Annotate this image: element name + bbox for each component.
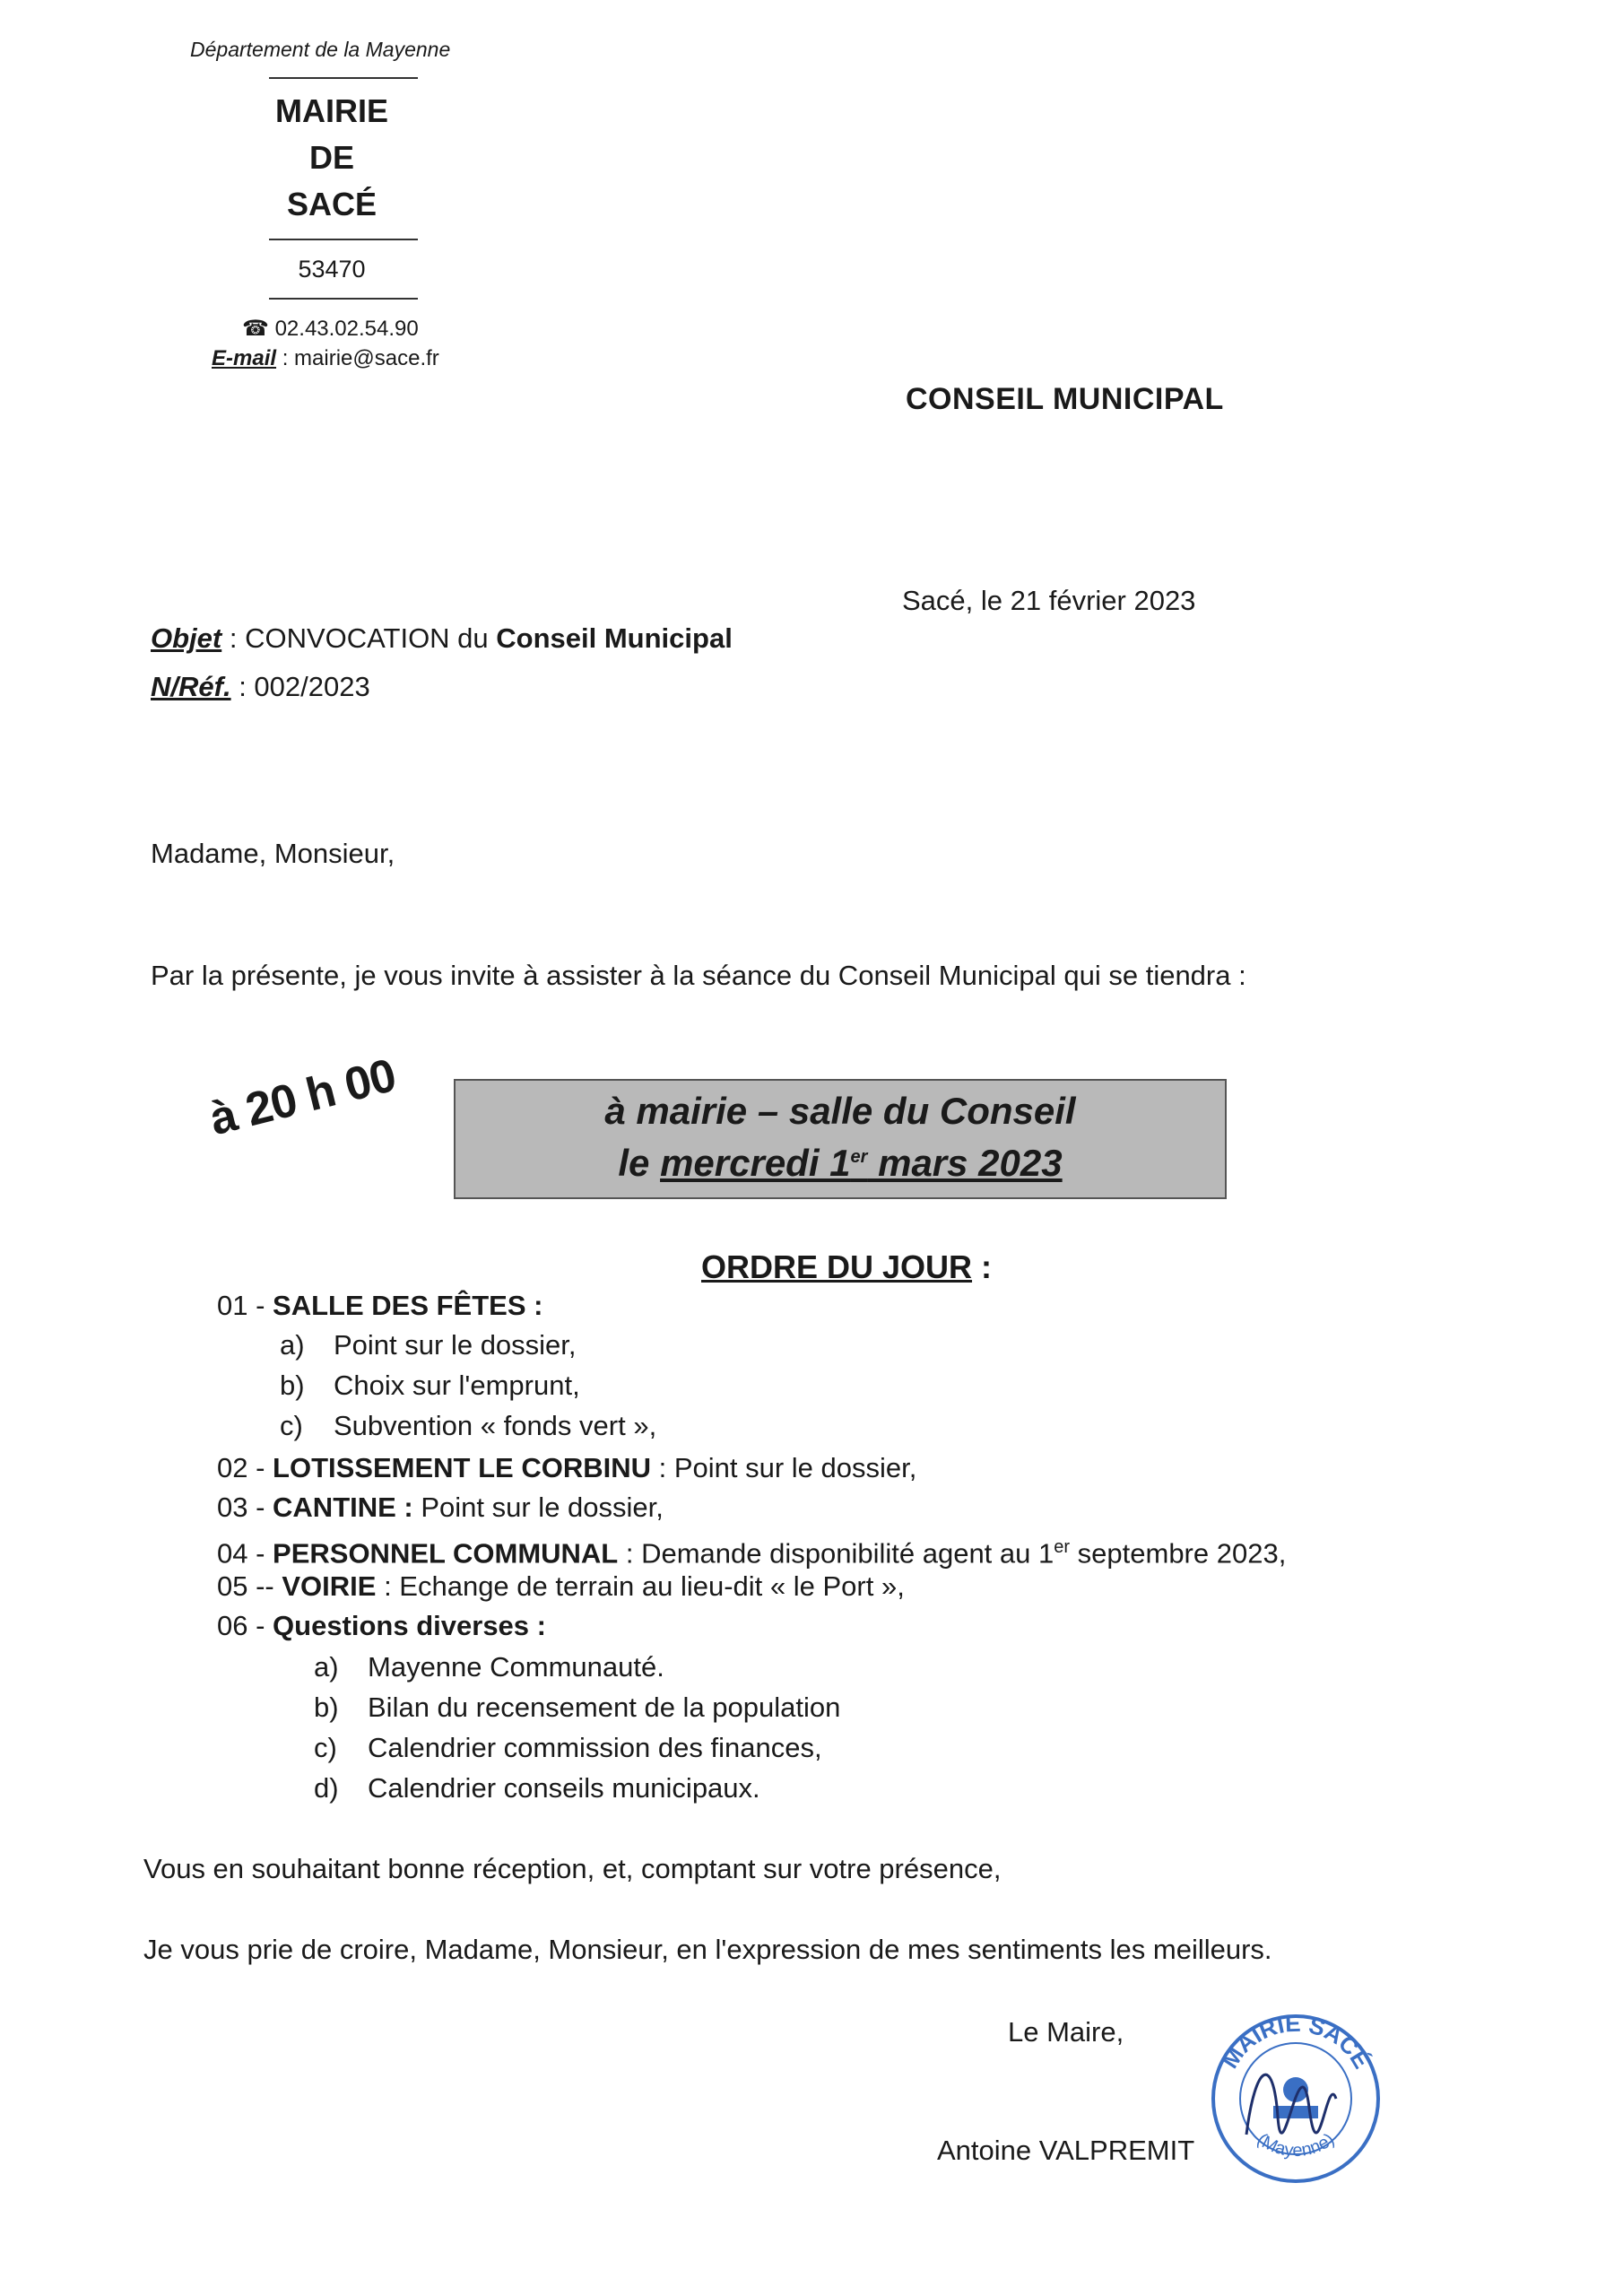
signature-role: Le Maire, bbox=[1008, 2016, 1124, 2048]
agenda-subitem bbox=[314, 1730, 822, 1766]
subitem-text: Point sur le dossier, bbox=[334, 1329, 577, 1361]
divider bbox=[269, 298, 418, 300]
agenda-item-title: CANTINE : bbox=[273, 1492, 413, 1523]
divider bbox=[269, 239, 418, 240]
agenda-subitem bbox=[314, 1690, 840, 1726]
agenda-item-title: VOIRIE bbox=[282, 1570, 377, 1602]
agenda-item-number: 03 - bbox=[217, 1492, 273, 1523]
reference-value: : 002/2023 bbox=[230, 671, 370, 702]
postal-code: 53470 bbox=[298, 256, 366, 283]
agenda-item-text: : Echange de terrain au lieu-dit « le Port », bbox=[376, 1570, 905, 1602]
agenda-title-text: ORDRE DU JOUR bbox=[701, 1248, 973, 1285]
meeting-box bbox=[454, 1079, 1227, 1199]
subitem-letter: c) bbox=[280, 1410, 303, 1441]
subitem-letter: c) bbox=[314, 1732, 337, 1763]
salutation: Madame, Monsieur, bbox=[151, 838, 395, 869]
agenda-item bbox=[217, 1608, 546, 1644]
subitem-text: Choix sur l'emprunt, bbox=[334, 1370, 580, 1401]
agenda-subitem bbox=[314, 1649, 664, 1685]
agenda-item bbox=[217, 1490, 664, 1526]
subitem-letter: d) bbox=[314, 1772, 339, 1804]
meeting-day: mercredi 1 bbox=[660, 1142, 851, 1184]
agenda-item-number: 04 - bbox=[217, 1537, 273, 1570]
agenda-title-suffix: : bbox=[972, 1248, 993, 1285]
page-title: CONSEIL MUNICIPAL bbox=[906, 382, 1224, 416]
agenda-item-number: 02 - bbox=[217, 1452, 273, 1483]
date-line: Sacé, le 21 février 2023 bbox=[902, 585, 1196, 616]
agenda-item-title: SALLE DES FÊTES : bbox=[273, 1290, 543, 1321]
reference-label: N/Réf. bbox=[151, 671, 231, 702]
reference-line bbox=[151, 671, 370, 703]
agenda-subitem bbox=[280, 1327, 577, 1363]
telephone-icon: ☎ bbox=[242, 317, 269, 341]
objet-label: Objet bbox=[151, 622, 222, 654]
mairie-line: SACÉ bbox=[286, 186, 378, 222]
email-separator: : bbox=[276, 346, 295, 370]
agenda-subitem bbox=[314, 1770, 760, 1806]
agenda-item-after: septembre 2023, bbox=[1070, 1537, 1287, 1570]
objet-sep: : bbox=[221, 622, 246, 654]
email-line bbox=[212, 346, 439, 371]
agenda-item bbox=[217, 1450, 916, 1486]
subitem-text: Calendrier conseils municipaux. bbox=[368, 1772, 760, 1804]
mairie-line: DE bbox=[308, 139, 354, 176]
objet-bold: Conseil Municipal bbox=[496, 622, 733, 654]
signature-name: Antoine VALPREMIT bbox=[937, 2135, 1195, 2166]
department-label: Département de la Mayenne bbox=[190, 38, 451, 61]
agenda-subitem bbox=[280, 1368, 580, 1404]
meeting-location: à mairie – salle du Conseil bbox=[604, 1090, 1076, 1132]
official-seal bbox=[1193, 2000, 1399, 2188]
subitem-letter: a) bbox=[280, 1329, 305, 1361]
subitem-text: Calendrier commission des finances, bbox=[368, 1732, 822, 1763]
agenda-item-text: Point sur le dossier, bbox=[412, 1492, 664, 1523]
phone-line bbox=[242, 316, 419, 342]
agenda-item-text: : Point sur le dossier, bbox=[650, 1452, 917, 1483]
agenda-title bbox=[701, 1248, 992, 1286]
intro-paragraph: Par la présente, je vous invite à assister à la séance du Conseil Municipal qui se tiendra : bbox=[151, 960, 1246, 991]
seal-bottom-text: (Mayenne) bbox=[1253, 2129, 1339, 2161]
agenda-item-title: LOTISSEMENT LE CORBINU bbox=[273, 1452, 651, 1483]
subitem-text: Bilan du recensement de la population bbox=[368, 1692, 841, 1723]
agenda-item-sup: er bbox=[1054, 1537, 1071, 1557]
agenda-item bbox=[217, 1288, 542, 1324]
seal-top-text: MAIRIE SACÉ bbox=[1216, 2009, 1376, 2074]
email-address: mairie@sace.fr bbox=[294, 346, 439, 370]
agenda-item bbox=[217, 1569, 905, 1605]
subitem-text: Subvention « fonds vert », bbox=[334, 1410, 657, 1441]
closing-line: Vous en souhaitant bonne réception, et, comptant sur votre présence, bbox=[143, 1853, 1002, 1884]
agenda-item-number: 01 - bbox=[217, 1290, 273, 1321]
objet-text: CONVOCATION du bbox=[245, 622, 497, 654]
meeting-date bbox=[456, 1142, 1225, 1185]
email-label: E-mail bbox=[212, 346, 277, 370]
agenda-item-title: Questions diverses : bbox=[273, 1610, 546, 1641]
meeting-date-prefix: le bbox=[618, 1142, 661, 1184]
agenda-item-text: : Demande disponibilité agent au 1 bbox=[618, 1537, 1055, 1570]
subitem-letter: b) bbox=[280, 1370, 305, 1401]
agenda-item-number: 06 - bbox=[217, 1610, 273, 1641]
closing-line: Je vous prie de croire, Madame, Monsieur, en l'expression de mes sentiments les meilleurs. bbox=[143, 1934, 1272, 1965]
divider bbox=[269, 77, 418, 79]
meeting-date-text bbox=[660, 1142, 1063, 1184]
meeting-day-sup: er bbox=[850, 1147, 868, 1167]
agenda-subitem bbox=[280, 1408, 656, 1444]
time-stamp: à 20 h 00 bbox=[204, 1048, 401, 1146]
subitem-text: Mayenne Communauté. bbox=[368, 1651, 664, 1683]
subitem-letter: b) bbox=[314, 1692, 339, 1723]
mairie-name bbox=[233, 88, 430, 228]
phone-number: 02.43.02.54.90 bbox=[274, 317, 419, 341]
agenda-item bbox=[217, 1529, 1286, 1571]
subitem-letter: a) bbox=[314, 1651, 339, 1683]
agenda-item-number: 05 -- bbox=[217, 1570, 282, 1602]
objet-line bbox=[151, 622, 733, 655]
mairie-line: MAIRIE bbox=[275, 92, 388, 129]
meeting-month: mars 2023 bbox=[867, 1142, 1063, 1184]
agenda-item-title: PERSONNEL COMMUNAL bbox=[273, 1537, 619, 1570]
